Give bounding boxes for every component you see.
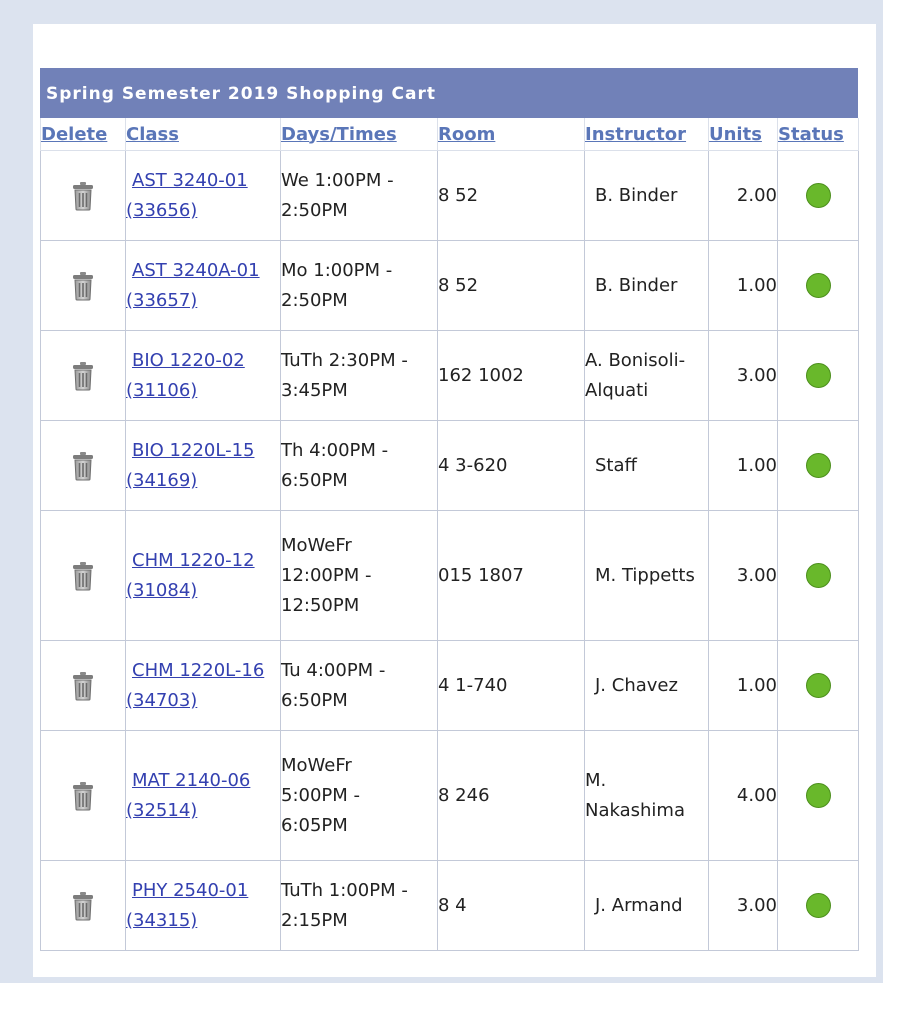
days-times-cell — [281, 861, 438, 951]
class-cell — [126, 511, 281, 641]
days-times-cell — [281, 331, 438, 421]
class-number-link[interactable]: (31084) — [126, 579, 198, 601]
status-cell — [778, 151, 859, 241]
cart-rows — [41, 151, 859, 951]
instructor-cell — [585, 421, 709, 511]
instructor-cell — [585, 331, 709, 421]
room-cell: 8 52 — [438, 241, 585, 331]
instructor-cell — [585, 861, 709, 951]
days-times-line: TuTh 2:30PM - — [281, 349, 408, 371]
status-cell — [778, 641, 859, 731]
room-cell: 4 3-620 — [438, 421, 585, 511]
class-code-link[interactable]: BIO 1220-02 — [132, 349, 245, 371]
days-times-line: We 1:00PM - — [281, 169, 394, 191]
days-times-cell — [281, 511, 438, 641]
column-header-units[interactable]: Units — [709, 118, 778, 151]
delete-cell — [41, 731, 126, 861]
shopping-cart-title: Spring Semester 2019 Shopping Cart — [40, 68, 858, 118]
table-row — [41, 511, 859, 641]
days-times-cell — [281, 241, 438, 331]
days-times-line: Tu 4:00PM - — [281, 659, 386, 681]
trash-icon[interactable] — [72, 271, 94, 301]
shopping-cart-table — [40, 118, 859, 951]
instructor-line: M. — [585, 769, 607, 791]
days-times-line: 12:50PM — [281, 594, 360, 616]
class-code-link[interactable]: AST 3240A-01 — [132, 259, 260, 281]
trash-icon[interactable] — [72, 891, 94, 921]
table-row — [41, 421, 859, 511]
class-code-link[interactable]: CHM 1220-12 — [132, 549, 255, 571]
instructor-cell — [585, 641, 709, 731]
status-cell — [778, 731, 859, 861]
delete-cell — [41, 511, 126, 641]
table-row — [41, 241, 859, 331]
days-times-line: 5:00PM - — [281, 784, 361, 806]
days-times-line: 6:50PM — [281, 469, 348, 491]
table-header-row — [41, 118, 859, 151]
days-times-line: MoWeFr — [281, 754, 352, 776]
status-cell — [778, 331, 859, 421]
class-number-link[interactable]: (34169) — [126, 469, 198, 491]
days-times-line: Mo 1:00PM - — [281, 259, 393, 281]
instructor-cell — [585, 731, 709, 861]
class-number-link[interactable]: (33657) — [126, 289, 198, 311]
status-cell — [778, 241, 859, 331]
instructor-line: B. Binder — [595, 184, 678, 206]
column-header-instructor[interactable]: Instructor — [585, 118, 709, 151]
column-header-status[interactable]: Status — [778, 118, 859, 151]
units-cell: 4.00 — [709, 731, 778, 861]
status-open-icon — [806, 893, 831, 918]
delete-cell — [41, 641, 126, 731]
column-header-class[interactable]: Class — [126, 118, 281, 151]
room-cell: 8 246 — [438, 731, 585, 861]
delete-cell — [41, 331, 126, 421]
status-open-icon — [806, 563, 831, 588]
days-times-line: 2:15PM — [281, 909, 348, 931]
class-cell — [126, 331, 281, 421]
class-number-link[interactable]: (34703) — [126, 689, 198, 711]
days-times-cell — [281, 731, 438, 861]
class-cell — [126, 731, 281, 861]
class-number-link[interactable]: (33656) — [126, 199, 198, 221]
class-cell — [126, 861, 281, 951]
table-row — [41, 331, 859, 421]
days-times-line: MoWeFr — [281, 534, 352, 556]
days-times-line: 6:50PM — [281, 689, 348, 711]
table-row — [41, 861, 859, 951]
class-cell — [126, 151, 281, 241]
column-header-delete: Delete — [41, 118, 126, 151]
status-cell — [778, 421, 859, 511]
class-code-link[interactable]: BIO 1220L-15 — [132, 439, 255, 461]
days-times-cell — [281, 151, 438, 241]
days-times-line: 2:50PM — [281, 289, 348, 311]
days-times-line: 12:00PM - — [281, 564, 372, 586]
trash-icon[interactable] — [72, 561, 94, 591]
status-open-icon — [806, 363, 831, 388]
table-row — [41, 731, 859, 861]
status-open-icon — [806, 453, 831, 478]
status-open-icon — [806, 183, 831, 208]
instructor-line: A. Bonisoli- — [585, 349, 686, 371]
class-code-link[interactable]: AST 3240-01 — [132, 169, 248, 191]
days-times-line: 2:50PM — [281, 199, 348, 221]
status-open-icon — [806, 273, 831, 298]
class-cell — [126, 641, 281, 731]
delete-cell — [41, 151, 126, 241]
days-times-line: 6:05PM — [281, 814, 348, 836]
instructor-cell — [585, 151, 709, 241]
units-cell: 1.00 — [709, 241, 778, 331]
status-cell — [778, 861, 859, 951]
class-code-link[interactable]: PHY 2540-01 — [132, 879, 249, 901]
units-cell: 1.00 — [709, 421, 778, 511]
class-cell — [126, 421, 281, 511]
status-open-icon — [806, 673, 831, 698]
table-row — [41, 151, 859, 241]
instructor-cell — [585, 511, 709, 641]
room-cell: 8 52 — [438, 151, 585, 241]
units-cell: 3.00 — [709, 331, 778, 421]
instructor-cell — [585, 241, 709, 331]
class-code-link[interactable]: CHM 1220L-16 — [132, 659, 265, 681]
instructor-line: B. Binder — [595, 274, 678, 296]
instructor-line: J. Armand — [595, 894, 683, 916]
days-times-cell — [281, 421, 438, 511]
units-cell: 2.00 — [709, 151, 778, 241]
class-number-link[interactable]: (32514) — [126, 799, 198, 821]
days-times-cell — [281, 641, 438, 731]
days-times-line: 3:45PM — [281, 379, 348, 401]
instructor-line: M. Tippetts — [595, 564, 695, 586]
room-cell: 162 1002 — [438, 331, 585, 421]
column-header-room[interactable]: Room — [438, 118, 585, 151]
trash-icon[interactable] — [72, 781, 94, 811]
class-cell — [126, 241, 281, 331]
trash-icon[interactable] — [72, 361, 94, 391]
trash-icon[interactable] — [72, 671, 94, 701]
room-cell: 4 1-740 — [438, 641, 585, 731]
room-cell: 015 1807 — [438, 511, 585, 641]
status-open-icon — [806, 783, 831, 808]
instructor-line: J. Chavez — [595, 674, 678, 696]
status-cell — [778, 511, 859, 641]
class-number-link[interactable]: (31106) — [126, 379, 198, 401]
column-header-days-times[interactable]: Days/Times — [281, 118, 438, 151]
units-cell: 3.00 — [709, 511, 778, 641]
delete-cell — [41, 421, 126, 511]
room-cell: 8 4 — [438, 861, 585, 951]
units-cell: 1.00 — [709, 641, 778, 731]
days-times-line: TuTh 1:00PM - — [281, 879, 408, 901]
delete-cell — [41, 241, 126, 331]
instructor-line: Staff — [595, 454, 637, 476]
trash-icon[interactable] — [72, 181, 94, 211]
days-times-line: Th 4:00PM - — [281, 439, 389, 461]
delete-cell — [41, 861, 126, 951]
class-code-link[interactable]: MAT 2140-06 — [132, 769, 251, 791]
trash-icon[interactable] — [72, 451, 94, 481]
instructor-line: Alquati — [585, 379, 649, 401]
instructor-line: Nakashima — [585, 799, 685, 821]
units-cell: 3.00 — [709, 861, 778, 951]
class-number-link[interactable]: (34315) — [126, 909, 198, 931]
table-row — [41, 641, 859, 731]
